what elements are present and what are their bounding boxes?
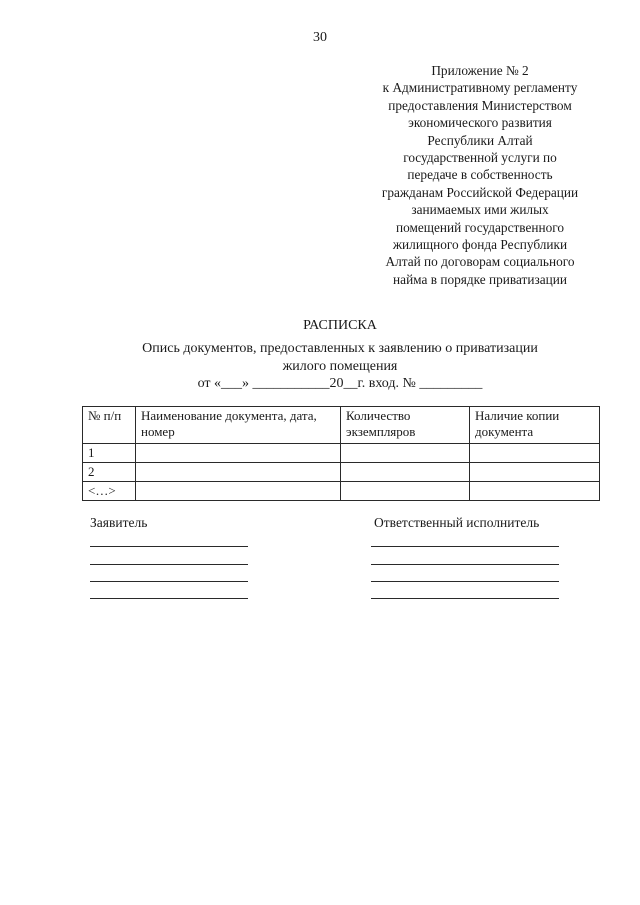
header-quantity: Количество экземпляров [341, 407, 470, 444]
documents-table [82, 406, 600, 501]
cell-quantity[interactable] [341, 444, 470, 463]
cell-document-name[interactable] [136, 482, 341, 501]
cell-document-name[interactable] [136, 463, 341, 482]
appendix-block [360, 62, 600, 288]
header-number: № п/п [83, 407, 136, 444]
appendix-line: к Административному регламенту [382, 80, 578, 96]
page-number: 30 [313, 30, 327, 45]
cell-number: <…> [83, 482, 136, 501]
header-copy-availability: Наличие копии документа [470, 407, 600, 444]
appendix-line: жилищного фонда Республики [392, 237, 568, 253]
subtitle-line: жилого помещения [282, 359, 398, 374]
date-line: от «___» ___________20__г. вход. № _________ [197, 376, 483, 391]
cell-copy-availability[interactable] [470, 482, 600, 501]
table-row [83, 444, 600, 463]
cell-number: 2 [83, 463, 136, 482]
cell-copy-availability[interactable] [470, 444, 600, 463]
appendix-line: Приложение № 2 [431, 63, 529, 78]
table-header-row [83, 407, 600, 444]
appendix-line: государственной услуги по [403, 150, 557, 166]
appendix-line: помещений государственного [395, 219, 565, 235]
applicant-label: Заявитель [90, 515, 148, 530]
appendix-line: найма в порядке приватизации [393, 271, 567, 287]
appendix-line: Республики Алтай [427, 132, 533, 148]
appendix-line: Алтай по договорам социального [385, 254, 575, 270]
applicant-signature-line[interactable] [90, 546, 248, 547]
executor-signature-line[interactable] [371, 598, 559, 599]
appendix-line: экономического развития [408, 115, 552, 131]
applicant-signature-line[interactable] [90, 564, 248, 565]
table-row [83, 463, 600, 482]
cell-copy-availability[interactable] [470, 463, 600, 482]
header-document-name: Наименование документа, дата, номер [136, 407, 341, 444]
executor-signature-line[interactable] [371, 581, 559, 582]
document-title: РАСПИСКА [303, 318, 377, 333]
appendix-line: гражданам Российской Федерации [381, 184, 579, 200]
cell-quantity[interactable] [341, 463, 470, 482]
subtitle-line: Опись документов, предоставленных к заявлению о приватизации [142, 341, 538, 356]
executor-signature-line[interactable] [371, 546, 559, 547]
appendix-line: предоставления Министерством [388, 97, 572, 113]
cell-quantity[interactable] [341, 482, 470, 501]
appendix-line: занимаемых ими жилых [411, 202, 549, 218]
appendix-line: передаче в собственность [407, 167, 553, 183]
executor-label: Ответственный исполнитель [374, 515, 540, 530]
applicant-signature-line[interactable] [90, 598, 248, 599]
document-subtitle [0, 340, 640, 376]
table-row [83, 482, 600, 501]
cell-document-name[interactable] [136, 444, 341, 463]
applicant-signature-line[interactable] [90, 581, 248, 582]
executor-signature-line[interactable] [371, 564, 559, 565]
cell-number: 1 [83, 444, 136, 463]
